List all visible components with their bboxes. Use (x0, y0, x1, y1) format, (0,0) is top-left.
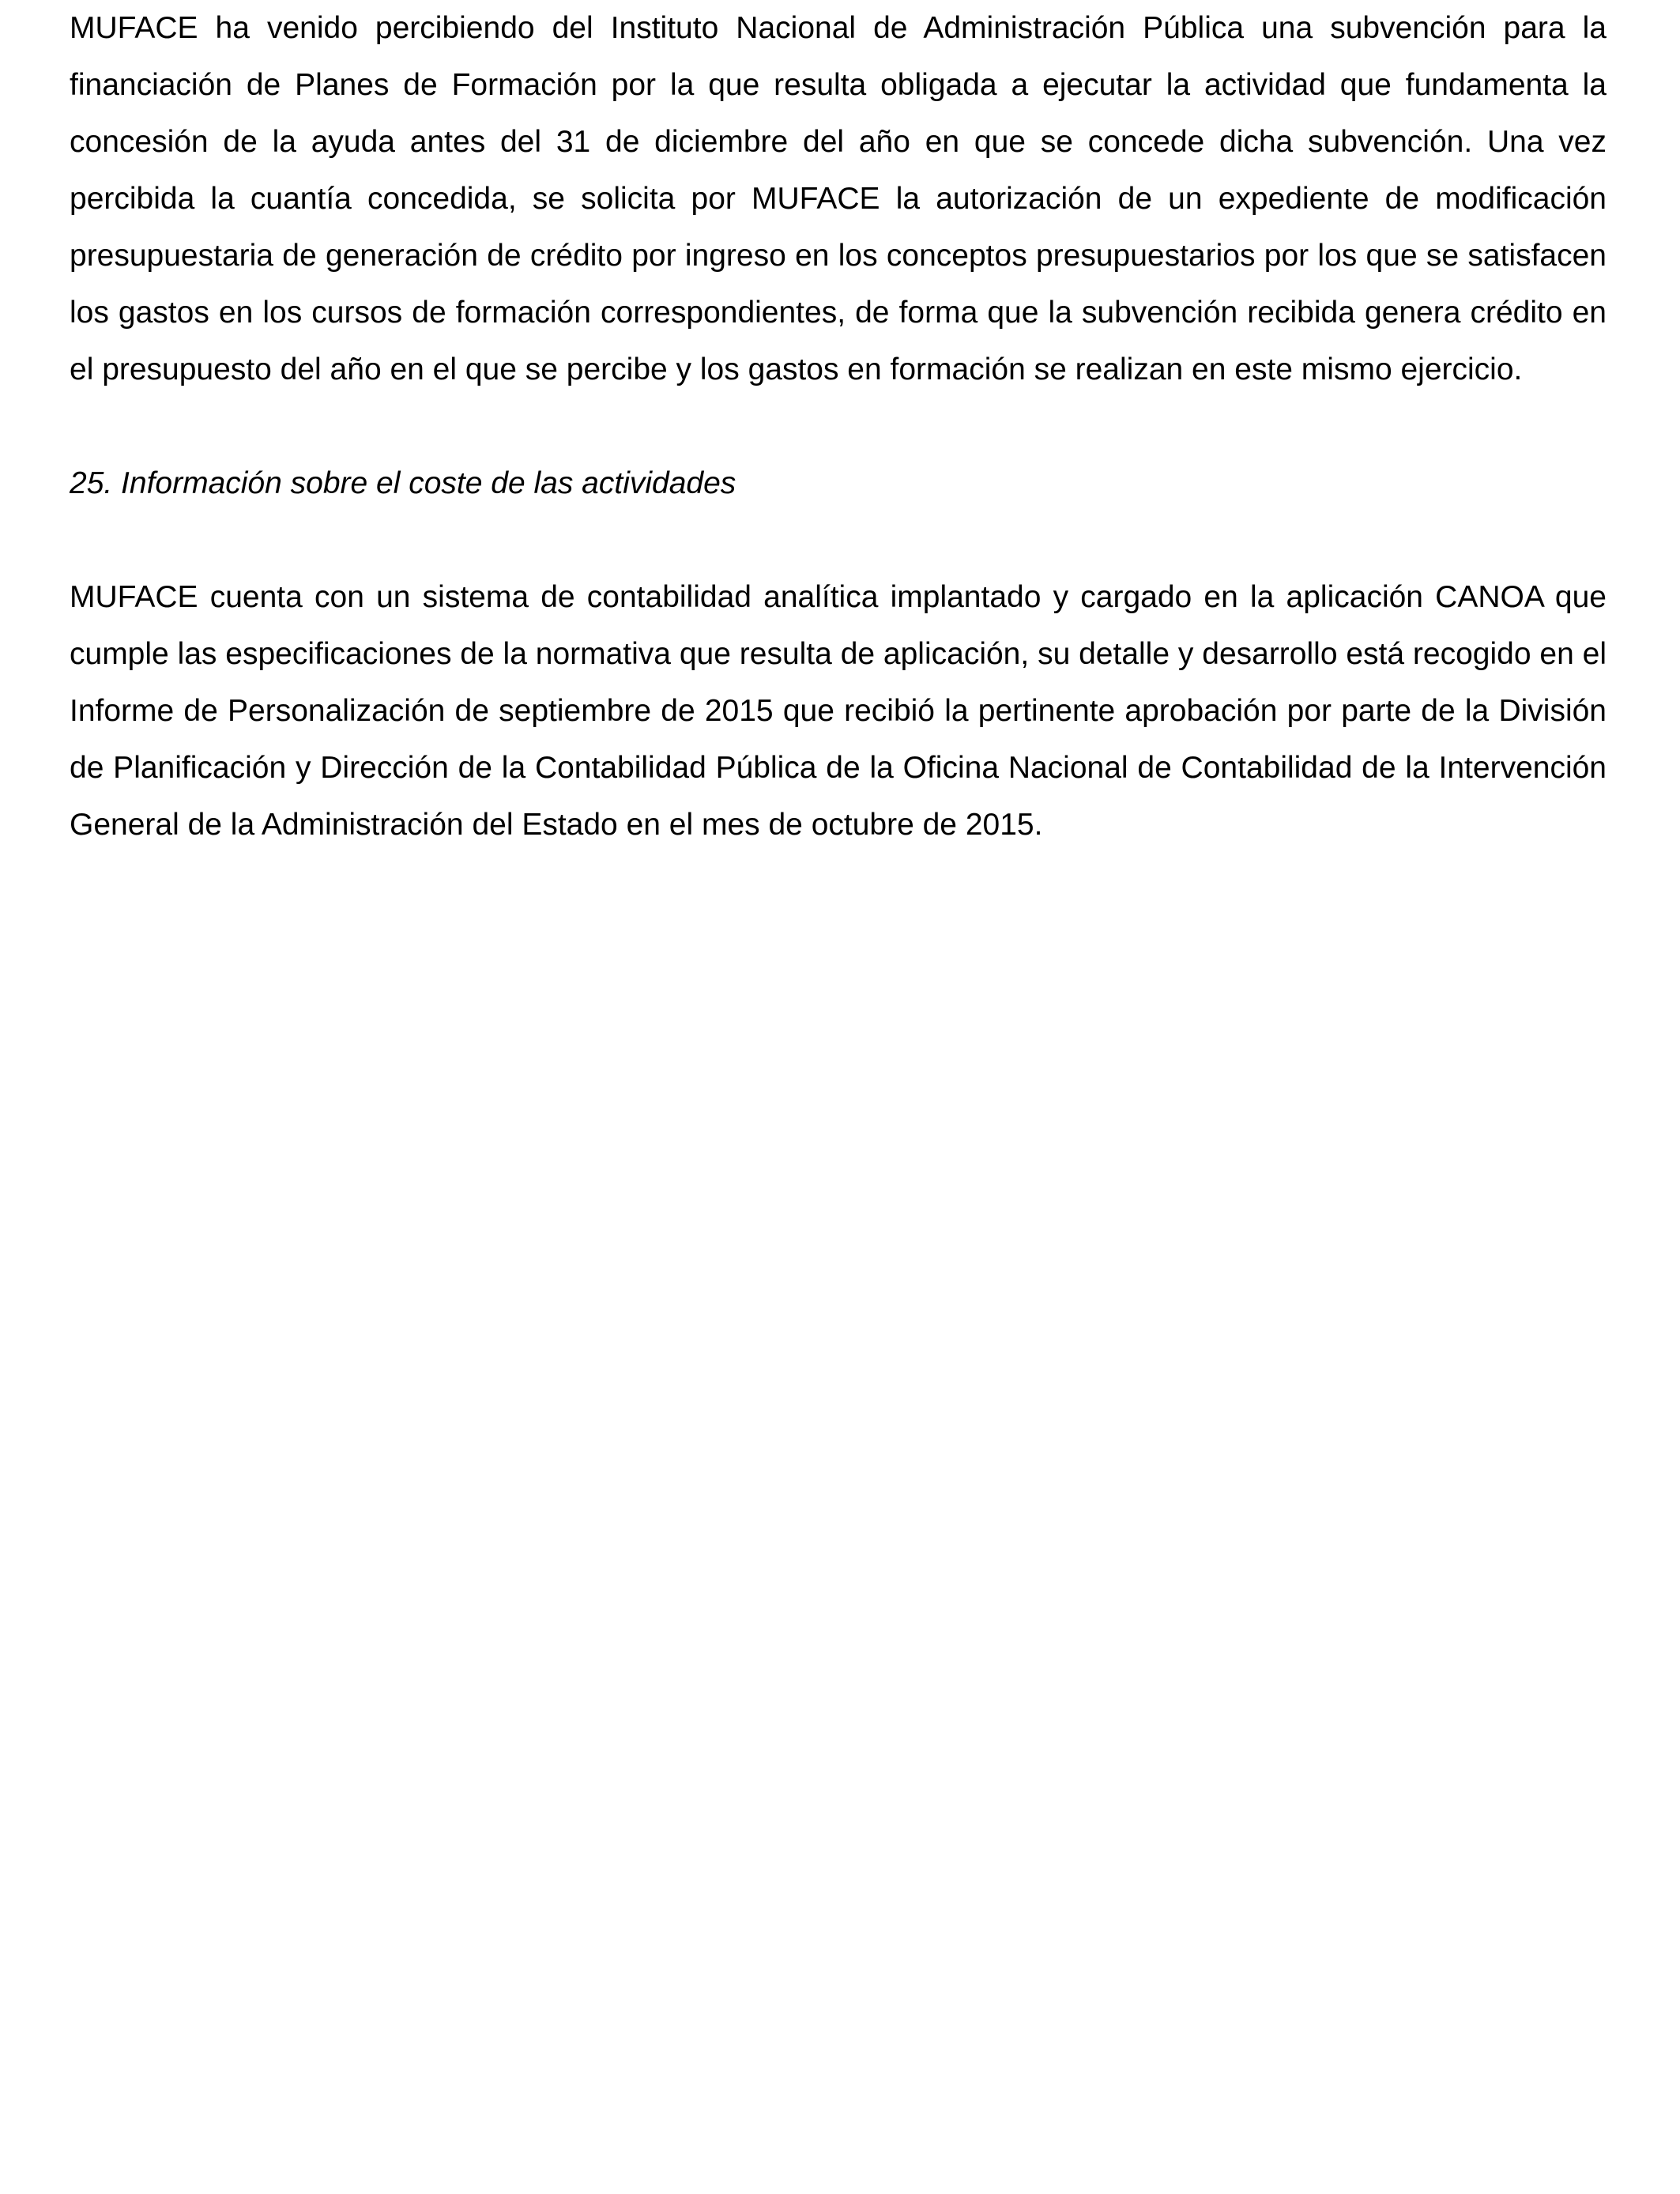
section-heading-coste-actividades: 25. Información sobre el coste de las actividades (70, 466, 736, 500)
paragraph-subvencion-formacion: MUFACE ha venido percibiendo del Instituto Nacional de Administración Pública una subvención para la financiación de Planes de Formación por la que resulta obligada a ejecutar la actividad que fundamenta la concesión de la ayuda antes del 31 de diciembre del año en que se concede dicha subvención. Una vez percibida la cuantía concedida, se solicita por MUFACE la autorización de un expediente de modificación presupuestaria de generación de crédito por ingreso en los conceptos presupuestarios por los que se satisfacen los gastos en los cursos de formación correspondientes, de forma que la subvención recibida genera crédito en el presupuesto del año en el que se percibe y los gastos en formación se realizan en este mismo ejercicio. (70, 11, 1607, 386)
paragraph-contabilidad-analitica: MUFACE cuenta con un sistema de contabilidad analítica implantado y cargado en la aplicación CANOA que cumple las especificaciones de la normativa que resulta de aplicación, su detalle y desarrollo está recogido en el Informe de Personalización de septiembre de 2015 que recibió la pertinente aprobación por parte de la División de Planificación y Dirección de la Contabilidad Pública de la Oficina Nacional de Contabilidad de la Intervención General de la Administración del Estado en el mes de octubre de 2015. (70, 580, 1607, 842)
document-body (70, 0, 1607, 854)
